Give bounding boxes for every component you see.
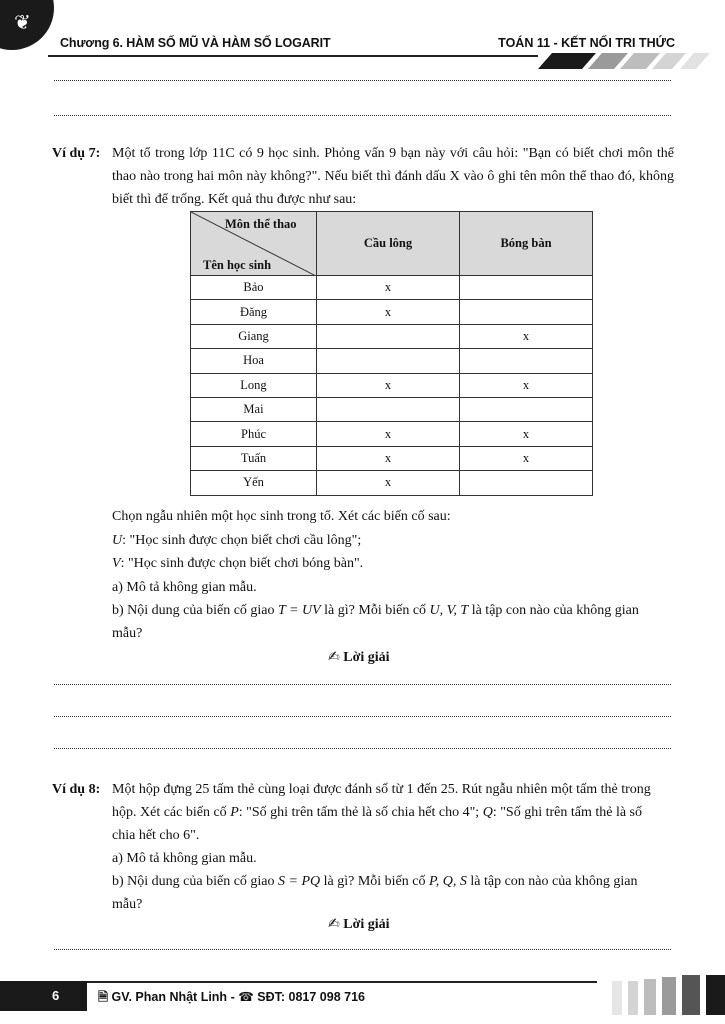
choose-text: Chọn ngẫu nhiên một học sinh trong tổ. Xét các biến cố sau:: [112, 509, 451, 524]
ex8-part-b: [112, 874, 638, 890]
table-tennis-mark: [460, 276, 593, 300]
table-row: [191, 397, 593, 421]
solution-label: Lời giải: [343, 650, 390, 665]
table-row: [191, 300, 593, 324]
table-tennis-mark: x: [460, 422, 593, 446]
phone-number: SĐT: 0817 098 716: [257, 990, 365, 1004]
pencil-icon: ✍: [328, 916, 340, 932]
book-title: TOÁN 11 - KẾT NỐI TRI THỨC: [498, 36, 675, 50]
pencil-icon: ✍: [328, 649, 340, 665]
header-rule: [48, 55, 538, 57]
table-row: [191, 324, 593, 348]
ex8-math-events: P, Q, S: [429, 874, 467, 889]
ex7-math-intersection: T = UV: [278, 603, 321, 618]
ex8-line2-text2: : "Số ghi trên tấm thẻ là số chia hết cho 4";: [238, 805, 483, 820]
table-row: [191, 349, 593, 373]
example-7-label: Ví dụ 7:: [52, 146, 101, 161]
table-corner-cell: [191, 212, 317, 276]
ex8-part-a: a) Mô tả không gian mẫu.: [112, 851, 257, 866]
table-row: [191, 446, 593, 470]
table-tennis-mark: [460, 471, 593, 495]
ex7-part-b-text: b) Nội dung của biến cố giao: [112, 603, 279, 618]
example-8-label: Ví dụ 8:: [52, 782, 101, 797]
document-icon: 🗎: [98, 989, 109, 1004]
var-u: U: [112, 533, 123, 548]
table-tennis-mark: x: [460, 324, 593, 348]
ex8-line2-text3: : "Số ghi trên tấm thẻ là số: [492, 805, 643, 820]
ex8-solution-title: [328, 916, 390, 933]
answer-line: [54, 714, 671, 717]
ex7-part-b: [112, 603, 639, 619]
badminton-mark: x: [317, 446, 460, 470]
footer-separator: -: [230, 990, 235, 1004]
page-number: 6: [52, 988, 60, 1003]
badminton-mark: [317, 397, 460, 421]
table-row: [191, 373, 593, 397]
answer-line: [54, 947, 671, 950]
event-u-text: : "Học sinh được chọn biết chơi cầu lông";: [122, 533, 362, 548]
solution-label: Lời giải: [343, 917, 390, 932]
student-name: Long: [191, 373, 317, 397]
tree-logo-icon: ❦: [14, 10, 31, 34]
badminton-mark: x: [317, 373, 460, 397]
header-stripes: [500, 53, 725, 69]
badminton-mark: x: [317, 422, 460, 446]
event-v: [112, 556, 363, 572]
ex8-line2: [112, 805, 642, 821]
corner-top-label: Môn thể thao: [225, 217, 297, 231]
student-name: Mai: [191, 397, 317, 421]
phone-icon: ☎: [238, 989, 254, 1004]
footer-rule: [87, 981, 597, 983]
badminton-mark: [317, 349, 460, 373]
student-name: Giang: [191, 324, 317, 348]
ex8-line2-text: hộp. Xét các biến cố: [112, 805, 231, 820]
student-name: Bảo: [191, 276, 317, 300]
event-v-text: : "Học sinh được chọn biết chơi bóng bàn".: [120, 556, 364, 571]
example-7-intro: Một tổ trong lớp 11C có 9 học sinh. Phỏng vấn 9 bạn này với câu hỏi: "Bạn có biết chơi môn thể thao nào trong hai môn này không?". Nếu biết thì đánh dấu X vào ô ghi tên môn thể thao đó, không biết thì để trống. Kết quả thu được như sau:: [112, 146, 674, 207]
ex7-part-b-end: mẫu?: [112, 626, 143, 641]
var-v: V: [112, 556, 121, 571]
student-name: Hoa: [191, 349, 317, 373]
footer-page-block: [0, 981, 87, 1011]
ex8-part-b-text2: là gì? Mỗi biến cố: [320, 874, 429, 889]
table-tennis-mark: [460, 397, 593, 421]
var-q: Q: [482, 805, 493, 820]
table-tennis-mark: x: [460, 446, 593, 470]
ex8-part-b-text3: là tập con nào của không gian: [466, 874, 638, 889]
ex7-solution-title: [328, 649, 390, 666]
ex7-math-events: U, V, T: [429, 603, 469, 618]
answer-line: [54, 113, 671, 116]
table-row: [191, 422, 593, 446]
ex7-part-b-text3: là tập con nào của không gian: [468, 603, 639, 618]
ex8-part-b-end: mẫu?: [112, 897, 143, 912]
student-name: Tuấn: [191, 446, 317, 470]
ex8-line1: Một hộp đựng 25 tấm thẻ cùng loại được đánh số từ 1 đến 25. Rút ngẫu nhiên một tấm thẻ trong: [112, 782, 651, 797]
table-tennis-mark: [460, 349, 593, 373]
badminton-mark: x: [317, 300, 460, 324]
author-name: GV. Phan Nhật Linh: [111, 990, 228, 1004]
ex7-part-b-text2: là gì? Mỗi biến cố: [320, 603, 430, 618]
ex7-part-a: a) Mô tả không gian mẫu.: [112, 580, 257, 595]
event-u: [112, 533, 361, 549]
answer-line: [54, 746, 671, 749]
column-header-table-tennis: Bóng bàn: [460, 212, 593, 276]
student-name: Phúc: [191, 422, 317, 446]
badminton-mark: [317, 324, 460, 348]
footer-credit: [98, 988, 365, 1009]
ex8-math-intersection: S = PQ: [278, 874, 321, 889]
logo-circle: [0, 0, 54, 50]
badminton-mark: x: [317, 471, 460, 495]
column-header-badminton: Cầu lông: [317, 212, 460, 276]
table-row: [191, 276, 593, 300]
ex8-part-b-text: b) Nội dung của biến cố giao: [112, 874, 279, 889]
footer-stripes: [612, 975, 725, 1015]
sports-table: [190, 211, 593, 496]
answer-line: [54, 78, 671, 81]
ex8-line3: chia hết cho 6".: [112, 828, 200, 843]
badminton-mark: x: [317, 276, 460, 300]
student-name: Đăng: [191, 300, 317, 324]
table-header-row: [191, 212, 593, 276]
table-tennis-mark: [460, 300, 593, 324]
student-name: Yến: [191, 471, 317, 495]
answer-line: [54, 682, 671, 685]
table-tennis-mark: x: [460, 373, 593, 397]
corner-bottom-label: Tên học sinh: [203, 258, 272, 272]
chapter-title: Chương 6. HÀM SỐ MŨ VÀ HÀM SỐ LOGARIT: [60, 36, 331, 50]
var-p: P: [230, 805, 239, 820]
table-row: [191, 471, 593, 495]
